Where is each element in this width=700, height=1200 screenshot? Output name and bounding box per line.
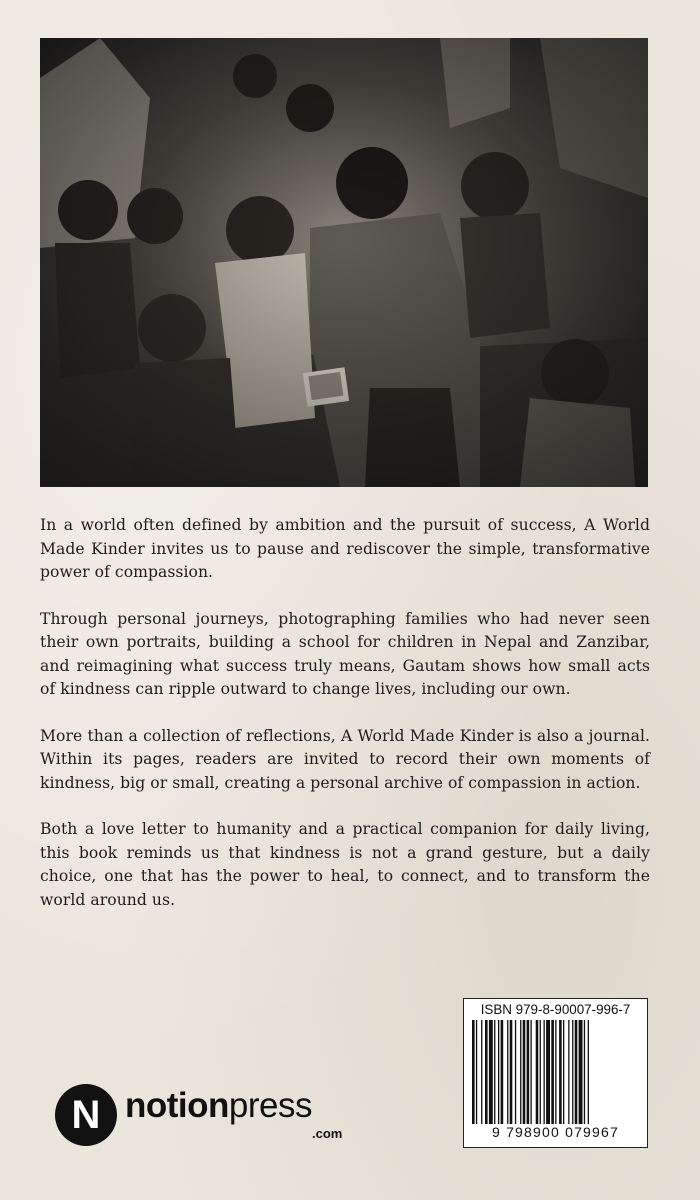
barcode-digits: 9 798900 079967 <box>492 1124 619 1140</box>
publisher-domain: .com <box>312 1126 343 1141</box>
barcode-icon <box>472 1020 639 1124</box>
blurb-paragraph-2: Through personal journeys, photographing families who had never seen their own portraits, building a school for children in Nepal and Zanzibar, and reimagining what success truly means, Gautam shows how small acts of kindness can ripple outward to change lives, including our own. <box>40 609 650 698</box>
isbn-label: ISBN 979-8-90007-996-7 <box>480 1002 631 1017</box>
blurb-paragraph-3: More than a collection of reflections, A World Made Kinder is also a journal. Within its pages, readers are invited to record their own moments of kindness, big or small, creating a personal archive of compassion in action. <box>40 726 650 792</box>
publisher-logo <box>55 1080 365 1150</box>
publisher-name-regular: press <box>228 1086 312 1125</box>
blurb-paragraph-1: In a world often defined by ambition and the pursuit of success, A World Made Kinder invites us to pause and rediscover the simple, transformative power of compassion. <box>40 516 650 581</box>
back-cover-blurb <box>40 514 650 935</box>
cover-photo <box>40 38 648 487</box>
isbn-barcode-box <box>463 998 648 1148</box>
blurb-paragraph-4: Both a love letter to humanity and a practical companion for daily living, this book reminds us that kindness is not a grand gesture, but a daily choice, one that has the power to heal, to connect, and to transform the world around us. <box>40 820 650 909</box>
notionpress-logo-icon: N <box>55 1084 117 1146</box>
publisher-name <box>125 1086 312 1126</box>
photo-children-gathered-around-man-icon <box>40 38 648 487</box>
publisher-name-bold: notion <box>125 1086 229 1125</box>
